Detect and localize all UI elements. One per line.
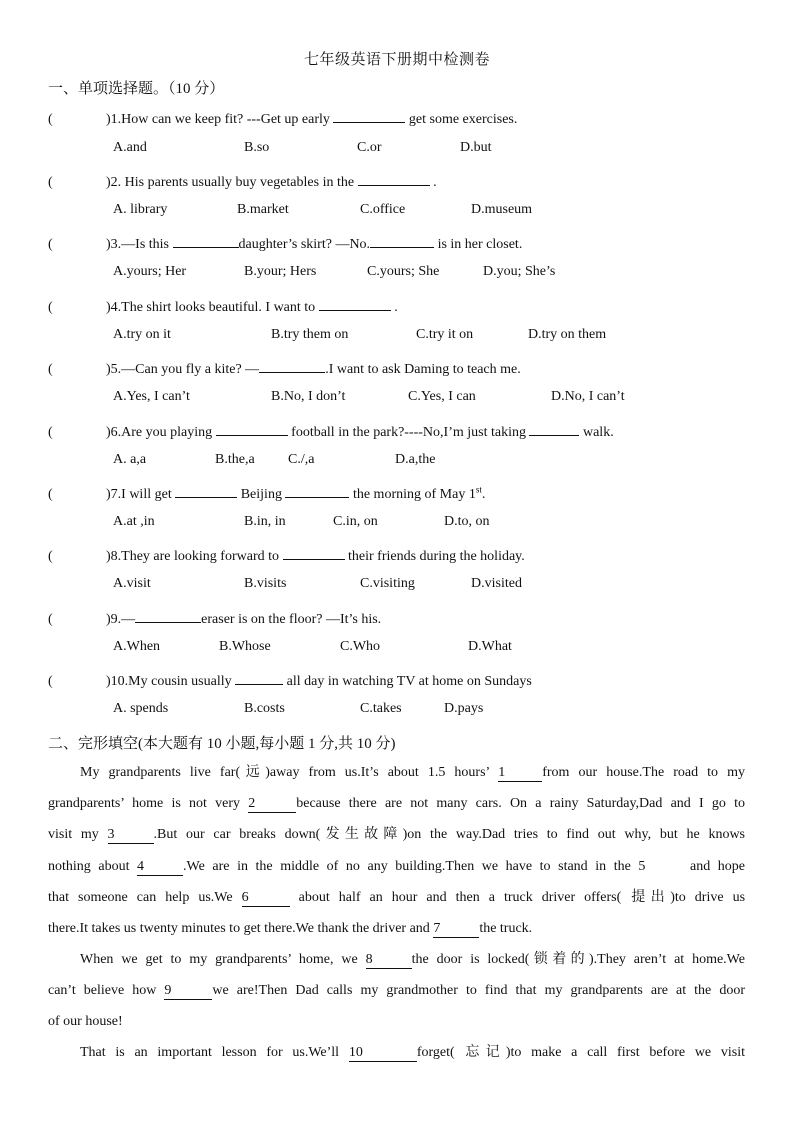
answer-blank[interactable] (370, 233, 434, 248)
cloze-paragraph-2 (48, 944, 745, 1038)
cloze-blank-7[interactable]: 7 (433, 921, 479, 938)
option-b[interactable]: B.Whose (219, 639, 271, 654)
paragraph-line: My grandparents live far(远)away from us.It’s about 1.5 hours’ 1 from our house.The road to my (80, 764, 746, 780)
option-a[interactable]: A.try on it (113, 327, 171, 342)
option-a[interactable]: A. spends (113, 701, 169, 716)
question-2: ( )2. His parents usually buy vegetables in the . (48, 171, 437, 191)
option-a[interactable]: A.When (113, 639, 161, 654)
question-6: ( )6.Are you playing football in the park?----No,I’m just taking walk. (48, 421, 614, 441)
option-a[interactable]: A.Yes, I can’t (113, 389, 190, 404)
paragraph-line: can’t believe how 9 we are!Then Dad calls my grandmother to find that my grandparents are at the door (48, 983, 745, 999)
answer-blank[interactable] (285, 483, 349, 498)
option-d[interactable]: D.try on them (528, 327, 607, 342)
option-c[interactable]: C.Yes, I can (408, 389, 476, 404)
cloze-blank-5[interactable]: 5 (638, 858, 646, 874)
option-d[interactable]: D.you; She’s (483, 264, 556, 279)
option-a[interactable]: A. library (113, 202, 168, 217)
answer-blank[interactable] (358, 171, 430, 186)
paragraph-line: that someone can help us.We 6 about half an hour and then a truck driver offers( 提出)to drive us (48, 888, 746, 905)
option-c[interactable]: C.yours; She (367, 264, 440, 279)
option-d[interactable]: D.museum (471, 202, 533, 217)
option-d[interactable]: D.a,the (395, 452, 436, 467)
paragraph-line: When we get to my grandparents’ home, we 8 the door is locked(锁着的).They aren’t at home.We (80, 951, 745, 967)
option-a[interactable]: A. a,a (113, 452, 147, 467)
option-a[interactable]: A.at ,in (113, 514, 155, 529)
answer-blank[interactable] (259, 358, 325, 373)
option-b[interactable]: B.visits (244, 576, 287, 591)
option-d[interactable]: D.to, on (444, 514, 490, 529)
option-d[interactable]: D.What (468, 639, 512, 654)
page-title: 七年级英语下册期中检测卷 (303, 52, 490, 68)
option-c[interactable]: C./,a (288, 452, 315, 467)
option-b[interactable]: B.so (244, 140, 270, 155)
answer-blank[interactable] (283, 545, 345, 560)
answer-blank[interactable] (175, 483, 237, 498)
answer-blank[interactable] (173, 233, 239, 248)
option-c[interactable]: C.visiting (360, 576, 415, 591)
option-c[interactable]: C.try it on (416, 327, 474, 342)
option-c[interactable]: C.office (360, 202, 406, 217)
option-b[interactable]: B.the,a (215, 452, 255, 467)
option-c[interactable]: C.in, on (333, 514, 378, 529)
option-d[interactable]: D.pays (444, 701, 484, 716)
question-5: ( )5.—Can you fly a kite? — .I want to ask Daming to teach me. (48, 358, 521, 378)
paragraph-line: That is an important lesson for us.We’ll 10 forget( 忘记)to make a call first before we visit (80, 1044, 745, 1060)
answer-blank[interactable] (333, 108, 405, 123)
question-8: ( )8.They are looking forward to their friends during the holiday. (48, 545, 525, 565)
option-a[interactable]: A.visit (113, 576, 151, 591)
option-d[interactable]: D.visited (471, 576, 522, 591)
answer-blank[interactable] (235, 670, 283, 685)
option-b[interactable]: B.costs (244, 701, 285, 716)
option-b[interactable]: B.try them on (271, 327, 349, 342)
option-b[interactable]: B.in, in (244, 514, 286, 529)
cloze-blank-2[interactable]: 2 (248, 796, 296, 813)
question-1: ( )1.How can we keep fit? ---Get up early get some exercises. (48, 108, 517, 128)
paragraph-line: of our house! (48, 1014, 123, 1030)
cloze-blank-9[interactable]: 9 (164, 983, 212, 1000)
option-b[interactable]: B.your; Hers (244, 264, 317, 279)
paragraph-line: grandparents’ home is not very 2 because there are not many cars. On a rainy Saturday,Dad and I go to (48, 796, 745, 812)
option-c[interactable]: C.or (357, 140, 382, 155)
section2-heading: 二、完形填空(本大题有 10 小题,每小题 1 分,共 10 分) (48, 736, 396, 752)
paragraph-line: there.It takes us twenty minutes to get there.We thank the driver and 7 the truck. (48, 920, 533, 936)
cloze-paragraph-1 (48, 757, 745, 944)
option-b[interactable]: B.No, I don’t (271, 389, 346, 404)
paragraph-line: visit my 3 .But our car breaks down(发生故障)on the way.Dad tries to find out why, but he knows (48, 826, 746, 843)
question-7: ( )7.I will get Beijing the morning of May 1st. (48, 484, 486, 502)
option-b[interactable]: B.market (237, 202, 289, 217)
cloze-blank-1[interactable]: 1 (498, 765, 542, 782)
option-a[interactable]: A.yours; Her (113, 264, 187, 279)
cloze-paragraph-3 (48, 1037, 745, 1068)
option-c[interactable]: C.takes (360, 701, 402, 716)
section1-heading: 一、单项选择题。（10 分） (48, 81, 225, 97)
option-d[interactable]: D.No, I can’t (551, 389, 625, 404)
option-c[interactable]: C.Who (340, 639, 381, 654)
cloze-blank-4[interactable]: 4 (137, 859, 183, 876)
cloze-blank-10[interactable]: 10 (349, 1045, 417, 1062)
answer-blank[interactable] (135, 608, 201, 623)
question-4: ( )4.The shirt looks beautiful. I want to . (48, 296, 398, 316)
option-a[interactable]: A.and (113, 140, 147, 155)
paragraph-line: nothing about 4 .We are in the middle of no any building.Then we have to stand in the 5 and hope (48, 851, 745, 882)
option-d[interactable]: D.but (460, 140, 492, 155)
cloze-blank-8[interactable]: 8 (366, 952, 412, 969)
cloze-blank-3[interactable]: 3 (108, 827, 154, 844)
question-10: ( )10.My cousin usually all day in watching TV at home on Sundays (48, 670, 532, 690)
answer-blank[interactable] (319, 296, 391, 311)
cloze-blank-6[interactable]: 6 (242, 890, 290, 907)
question-3: ( )3.—Is this daughter’s skirt? —No. is in her closet. (48, 233, 522, 253)
answer-blank[interactable] (216, 421, 288, 436)
answer-blank[interactable] (529, 421, 579, 436)
question-9: ( )9.— eraser is on the floor? —It’s his. (48, 608, 381, 628)
